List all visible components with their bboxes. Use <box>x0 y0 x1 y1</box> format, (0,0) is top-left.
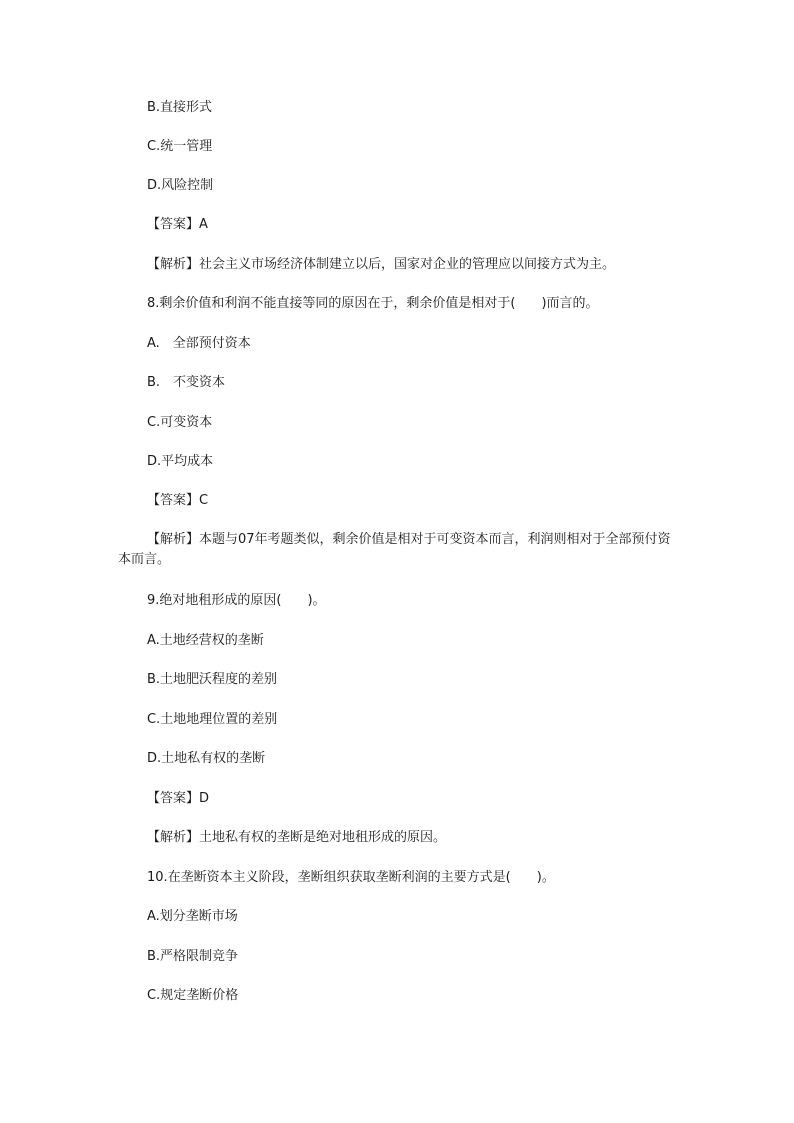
question-9: 9.绝对地租形成的原因( )。 <box>147 593 326 608</box>
option-b-q9: B.土地肥沃程度的差别 <box>147 672 278 687</box>
option-c-q8: C.可变资本 <box>147 415 213 430</box>
option-a-q9: A.土地经营权的垄断 <box>147 633 264 648</box>
option-d-q8: D.平均成本 <box>147 454 214 469</box>
analysis-q9: 【解析】土地私有权的垄断是绝对地租形成的原因。 <box>147 830 447 845</box>
answer-q8: 【答案】C <box>147 493 209 508</box>
question-10: 10.在垄断资本主义阶段，垄断组织获取垄断利润的主要方式是( )。 <box>147 870 555 885</box>
question-8: 8.剩余价值和利润不能直接等同的原因在于，剩余价值是相对于( )而言的。 <box>147 296 599 311</box>
answer-q9: 【答案】D <box>147 791 210 806</box>
option-a-q8: A. 全部预付资本 <box>147 336 251 351</box>
option-b-q8: B. 不变资本 <box>147 375 226 390</box>
answer-q7: 【答案】A <box>147 217 208 232</box>
option-c-q9: C.土地地理位置的差别 <box>147 712 278 727</box>
option-a-q10: A.划分垄断市场 <box>147 909 238 924</box>
option-b-direct-form: B.直接形式 <box>147 100 213 115</box>
option-b-q10: B.严格限制竞争 <box>147 949 239 964</box>
option-d-risk-control: D.风险控制 <box>147 178 214 193</box>
analysis-q8: 【解析】本题与07年考题类似，剩余价值是相对于可变资本而言，利润则相对于全部预付资本而言。 <box>118 532 671 567</box>
option-d-q9: D.土地私有权的垄断 <box>147 751 266 766</box>
option-c-unified-management: C.统一管理 <box>147 139 213 154</box>
analysis-q7: 【解析】社会主义市场经济体制建立以后，国家对企业的管理应以间接方式为主。 <box>147 257 616 272</box>
option-c-q10: C.规定垄断价格 <box>147 988 239 1003</box>
